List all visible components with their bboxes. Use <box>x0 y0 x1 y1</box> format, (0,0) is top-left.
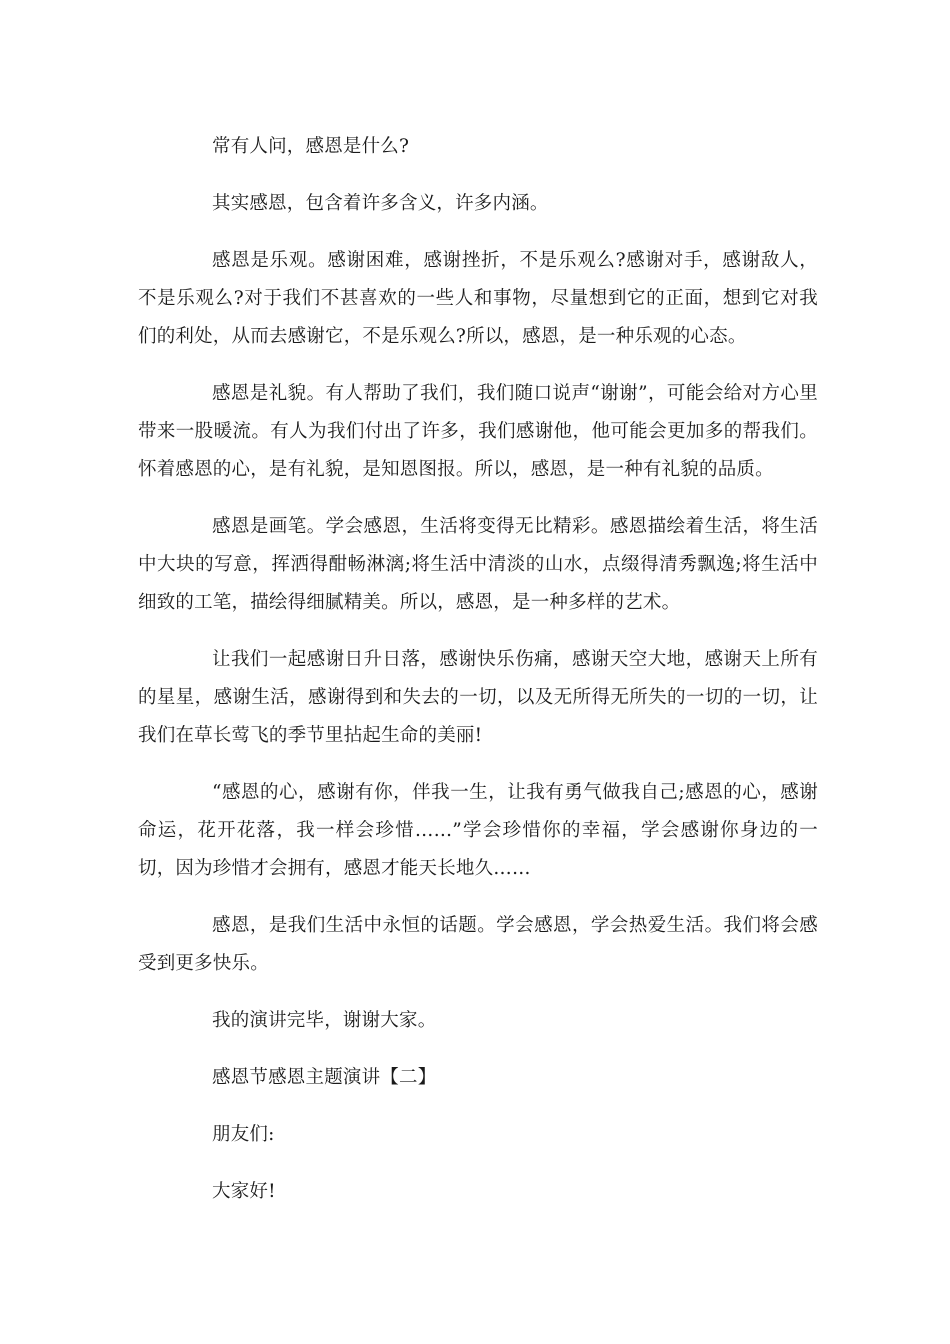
paragraph-question: 常有人问，感恩是什么? <box>212 136 410 157</box>
paragraph-brush: 感恩是画笔。学会感恩，生活将变得无比精彩。感恩描绘着生活，将生活中大块的写意，挥洒得酣畅淋漓;将生活中清淡的山水，点缀得清秀飘逸;将生活中细致的工笔，描绘得细腻精美。所以，感恩，是一种多样的艺术。 <box>138 516 818 613</box>
paragraph-eternal-topic: 感恩，是我们生活中永恒的话题。学会感恩，学会热爱生活。我们将会感受到更多快乐。 <box>138 915 818 974</box>
paragraph-meaning: 其实感恩，包含着许多含义，许多内涵。 <box>212 193 549 214</box>
paragraph-song: “感恩的心，感谢有你，伴我一生，让我有勇气做我自己;感恩的心，感谢命运，花开花落，我一样会珍惜……”学会珍惜你的幸福，学会感谢你身边的一切，因为珍惜才会拥有，感恩才能天长地久…… <box>138 782 818 879</box>
paragraph-optimism: 感恩是乐观。感谢困难，感谢挫折，不是乐观么?感谢对手，感谢敌人，不是乐观么?对于我们不甚喜欢的一些人和事物，尽量想到它的正面，想到它对我们的利处，从而去感谢它，不是乐观么?所以，感恩，是一种乐观的心态。 <box>138 250 818 347</box>
paragraph-thanks-all: 让我们一起感谢日升日落，感谢快乐伤痛，感谢天空大地，感谢天上所有的星星，感谢生活，感谢得到和失去的一切，以及无所得无所失的一切的一切，让我们在草长莺飞的季节里拈起生命的美丽! <box>138 649 818 746</box>
paragraph-closing: 我的演讲完毕，谢谢大家。 <box>212 1010 437 1031</box>
paragraph-greeting: 大家好! <box>212 1181 276 1202</box>
paragraph-politeness: 感恩是礼貌。有人帮助了我们，我们随口说声“谢谢”，可能会给对方心里带来一股暖流。有人为我们付出了许多，我们感谢他，他可能会更加多的帮我们。怀着感恩的心，是有礼貌，是知恩图报。所以，感恩，是一种有礼貌的品质。 <box>138 383 818 480</box>
section-heading: 感恩节感恩主题演讲【二】 <box>212 1067 437 1088</box>
document-body <box>138 128 818 1230</box>
paragraph-salutation: 朋友们: <box>212 1124 275 1145</box>
